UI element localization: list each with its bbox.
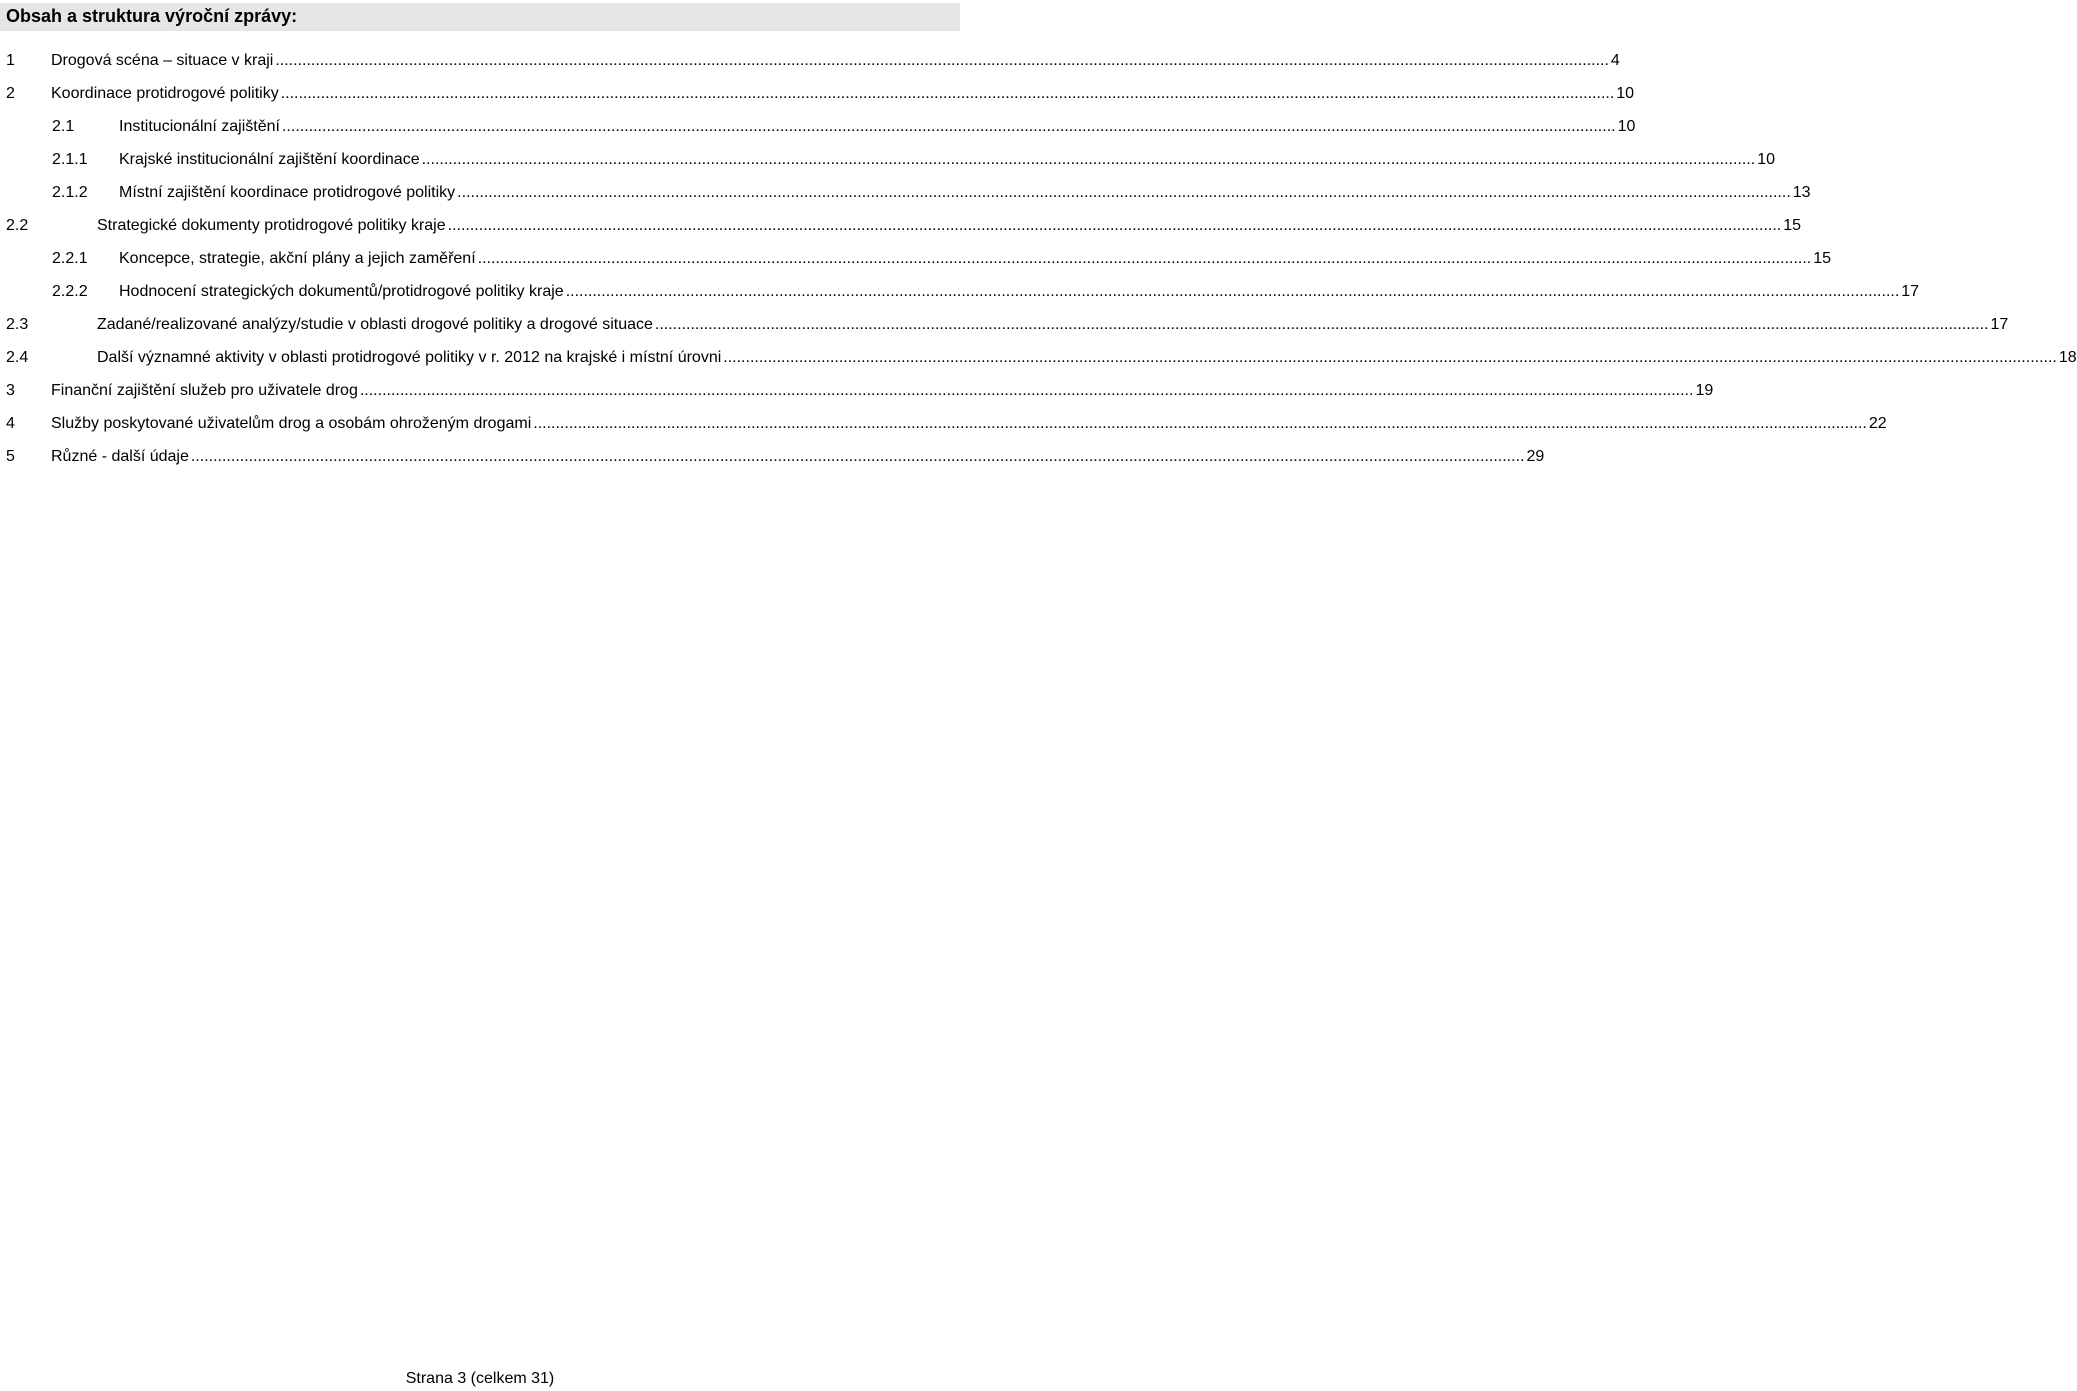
toc-entry-number: 2.1.2 <box>52 183 88 201</box>
toc-entry[interactable] <box>0 143 1775 176</box>
toc-entry-title: Strategické dokumenty protidrogové politiky kraje <box>97 216 446 234</box>
toc-entry-title: Různé - další údaje <box>51 447 189 465</box>
toc-leader-dots: ............................................................................................................................................................................................................................................................................................................ <box>421 150 1756 168</box>
toc-entry-number: 2 <box>6 84 15 102</box>
toc-leader-dots: ............................................................................................................................................................................................................................................................................................................ <box>447 216 1782 234</box>
toc-leader-dots: ............................................................................................................................................................................................................................................................................................................ <box>477 249 1812 267</box>
toc-entry[interactable] <box>0 176 1811 209</box>
toc-entry-page: 18 <box>2058 348 2077 366</box>
toc-entry-title: Další významné aktivity v oblasti protidrogové politiky v r. 2012 na krajské i místní úrovni <box>97 348 722 366</box>
toc-leader-dots: ............................................................................................................................................................................................................................................................................................................ <box>654 315 1989 333</box>
toc-entry-title: Služby poskytované uživatelům drog a osobám ohroženým drogami <box>51 414 532 432</box>
toc-entry-page: 13 <box>1792 183 1811 201</box>
toc-entry-number: 2.4 <box>6 348 29 366</box>
toc-entry[interactable] <box>0 275 1920 308</box>
toc-entry[interactable] <box>0 44 1620 77</box>
toc-entry-title: Drogová scéna – situace v kraji <box>51 51 274 69</box>
page-heading: Obsah a struktura výroční zprávy: <box>6 6 298 26</box>
toc-entry-number: 2.2 <box>6 216 29 234</box>
toc-entry[interactable] <box>0 308 2009 341</box>
toc-entry-page: 10 <box>1757 150 1775 168</box>
toc-entry-page: 19 <box>1695 381 1714 399</box>
toc-entry-page: 10 <box>1616 84 1635 102</box>
toc-entry-page: 17 <box>1990 315 2009 333</box>
toc-entry-page: 15 <box>1783 216 1802 234</box>
toc-leader-dots: ............................................................................................................................................................................................................................................................................................................ <box>565 282 1900 300</box>
toc-entry-page: 29 <box>1526 447 1545 465</box>
toc-entry-page: 17 <box>1901 282 1920 300</box>
toc-entry[interactable] <box>0 242 1832 275</box>
toc-leader-dots: ............................................................................................................................................................................................................................................................................................................ <box>457 183 1791 201</box>
toc-leader-dots: ............................................................................................................................................................................................................................................................................................................ <box>280 84 1615 102</box>
toc-entry-number: 5 <box>6 447 15 465</box>
toc-leader-dots: ............................................................................................................................................................................................................................................................................................................ <box>281 117 1616 135</box>
toc-entry-title: Zadané/realizované analýzy/studie v oblasti drogové politiky a drogové situace <box>97 315 653 333</box>
toc-entry-number: 2.2.2 <box>52 282 88 300</box>
toc-leader-dots: ............................................................................................................................................................................................................................................................................................................ <box>533 414 1867 432</box>
toc-entry-number: 2.1.1 <box>52 150 88 168</box>
toc-entry-number: 2.1 <box>52 117 75 135</box>
toc-entry-page: 10 <box>1617 117 1636 135</box>
toc-entry-title: Hodnocení strategických dokumentů/protidrogové politiky kraje <box>119 282 564 300</box>
toc-entry-title: Místní zajištění koordinace protidrogové politiky <box>119 183 456 201</box>
toc-entry[interactable] <box>0 110 1636 143</box>
toc-entry[interactable] <box>0 440 1545 473</box>
toc-entry-title: Koordinace protidrogové politiky <box>51 84 279 102</box>
toc-entry-title: Krajské institucionální zajištění koordinace <box>119 150 420 168</box>
toc-entry[interactable] <box>0 407 1887 440</box>
toc-leader-dots: ............................................................................................................................................................................................................................................................................................................ <box>190 447 1525 465</box>
toc-leader-dots: ............................................................................................................................................................................................................................................................................................................ <box>723 348 2057 366</box>
toc-entry-page: 22 <box>1868 414 1887 432</box>
toc-entry-number: 2.2.1 <box>52 249 88 267</box>
toc-entry-number: 1 <box>6 51 15 69</box>
toc-entry-number: 4 <box>6 414 15 432</box>
toc-entry[interactable] <box>0 77 1635 110</box>
toc-entry-page: 4 <box>1610 51 1620 69</box>
toc-entry-title: Institucionální zajištění <box>119 117 280 135</box>
toc-entry[interactable] <box>0 341 2077 374</box>
toc-entry-title: Finanční zajištění služeb pro uživatele drog <box>51 381 358 399</box>
toc-leader-dots: ............................................................................................................................................................................................................................................................................................................ <box>275 51 1609 69</box>
toc-entry[interactable] <box>0 374 1714 407</box>
page-footer: Strana 3 (celkem 31) <box>405 1370 555 1387</box>
toc-entry-title: Koncepce, strategie, akční plány a jejich zaměření <box>119 249 476 267</box>
toc-entry-number: 2.3 <box>6 315 29 333</box>
toc-leader-dots: ............................................................................................................................................................................................................................................................................................................ <box>359 381 1694 399</box>
toc-entry[interactable] <box>0 209 1802 242</box>
toc-entry-page: 15 <box>1813 249 1832 267</box>
toc-entry-number: 3 <box>6 381 15 399</box>
